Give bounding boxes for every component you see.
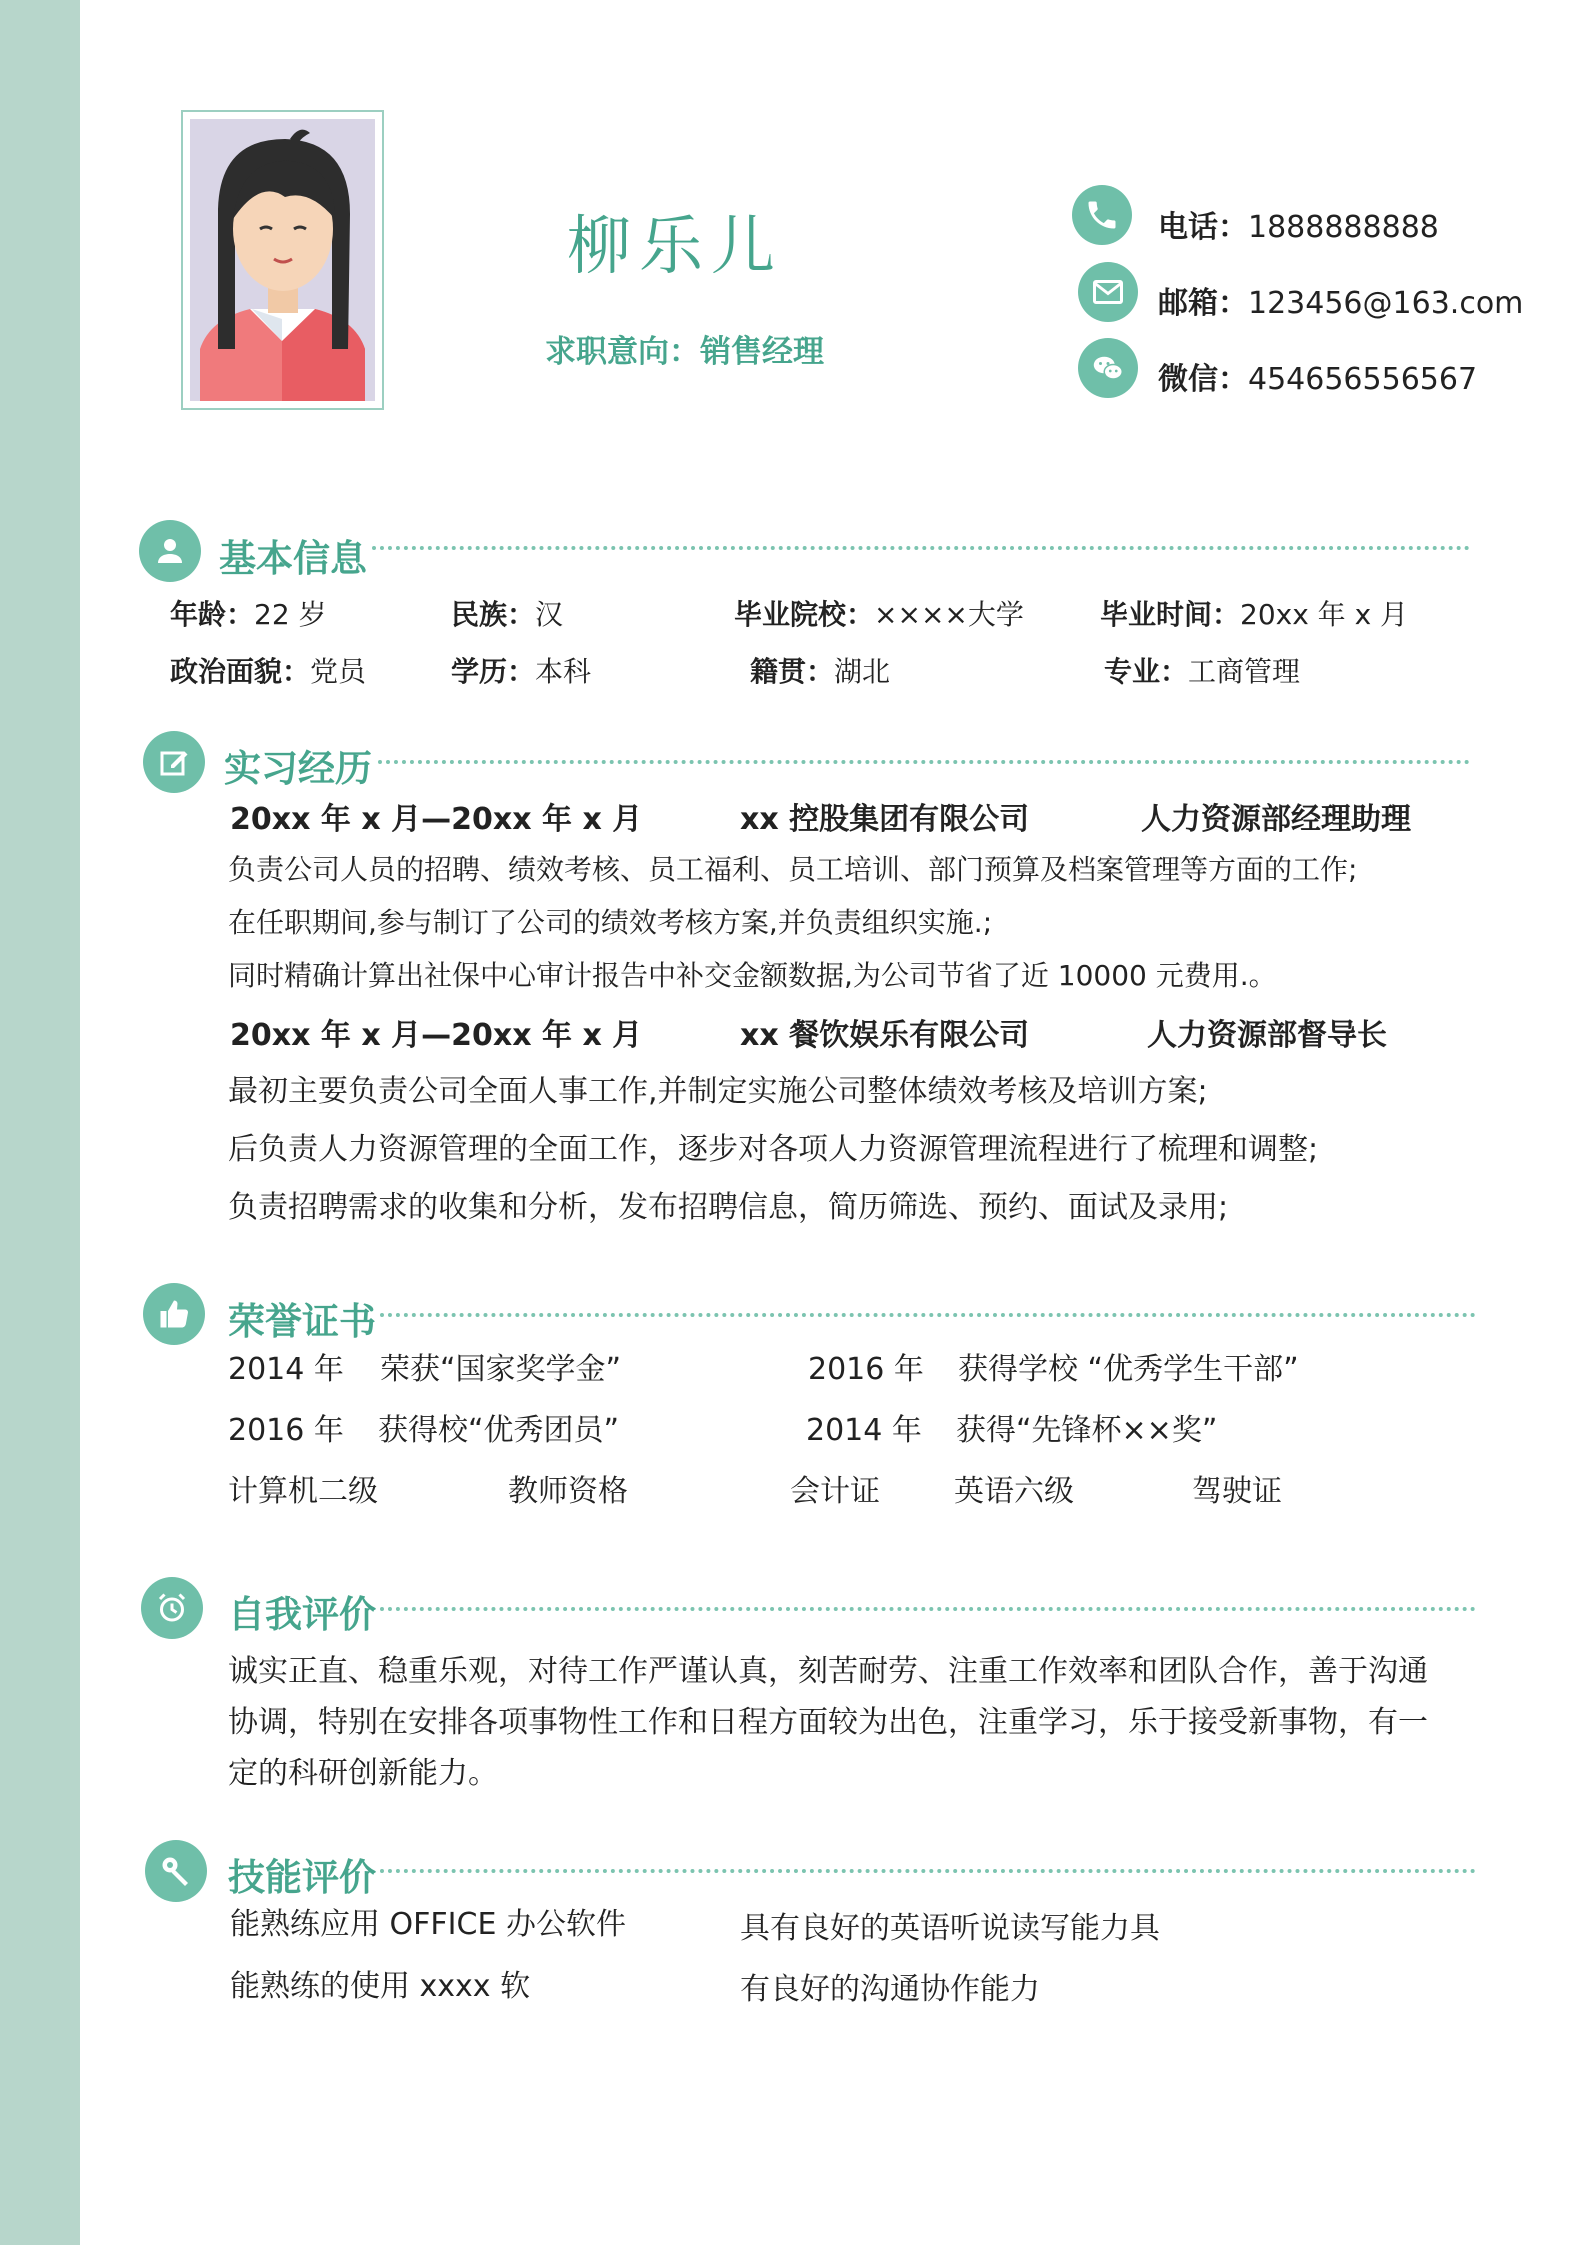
- alarm-clock-icon: [141, 1577, 203, 1639]
- basic-field-ethnicity: 民族：汉: [451, 598, 564, 631]
- section-divider: [378, 760, 1470, 764]
- user-icon: [139, 520, 201, 582]
- job-intent: 求职意向：销售经理: [545, 334, 824, 370]
- contact-email: [1158, 278, 1523, 322]
- certificate-item: 驾驶证: [1192, 1474, 1282, 1509]
- self-eval-line: 协调，特别在安排各项事物性工作和日程方面较为出色，注重学习，乐于接受新事物，有一: [228, 1705, 1428, 1740]
- job-company: xx 餐饮娱乐有限公司: [740, 1018, 1030, 1053]
- job-position: 人力资源部经理助理: [1141, 802, 1411, 837]
- job-duty-line: 后负责人力资源管理的全面工作，逐步对各项人力资源管理流程进行了梳理和调整;: [228, 1132, 1319, 1167]
- job-duty-line: 在任职期间,参与制订了公司的绩效考核方案,并负责组织实施.;: [228, 906, 993, 939]
- award-text: 获得学校 “优秀学生干部”: [958, 1352, 1299, 1387]
- thumbs-up-icon: [143, 1283, 205, 1345]
- award-text: 获得“先锋杯××奖”: [956, 1413, 1218, 1448]
- wechat-label: 微信：: [1158, 362, 1248, 397]
- section-divider: [372, 546, 1470, 550]
- basic-field-major: 专业：工商管理: [1104, 655, 1301, 688]
- avatar-illustration: [190, 119, 375, 401]
- wechat-value: 454656556567: [1248, 362, 1478, 397]
- award-text: 获得校“优秀团员”: [378, 1413, 620, 1448]
- section-title-internship: 实习经历: [224, 747, 372, 790]
- award-year: 2014 年: [806, 1413, 922, 1448]
- section-title-basic-info: 基本信息: [219, 537, 367, 580]
- basic-field-hometown: 籍贯：湖北: [750, 655, 891, 688]
- skill-item: 有良好的沟通协作能力: [740, 1972, 1040, 2007]
- section-divider: [380, 1869, 1476, 1873]
- job-duty-line: 负责招聘需求的收集和分析，发布招聘信息，简历筛选、预约、面试及录用;: [228, 1190, 1229, 1225]
- contact-wechat: [1158, 354, 1477, 398]
- job-duty-line: 负责公司人员的招聘、绩效考核、员工福利、员工培训、部门预算及档案管理等方面的工作;: [228, 853, 1358, 886]
- basic-field-school: 毕业院校：××××大学: [734, 598, 1024, 631]
- basic-field-graduation: 毕业时间：20xx 年 x 月: [1100, 598, 1409, 631]
- contact-phone: [1158, 202, 1439, 246]
- candidate-name: 柳乐儿: [567, 210, 783, 284]
- section-title-skills: 技能评价: [228, 1856, 376, 1899]
- skill-item: 能熟练的使用 xxxx 软: [230, 1969, 531, 2004]
- job-period: 20xx 年 x 月—20xx 年 x 月: [230, 1018, 643, 1053]
- certificate-item: 教师资格: [508, 1474, 628, 1509]
- certificate-item: 英语六级: [954, 1474, 1074, 1509]
- award-year: 2016 年: [228, 1413, 344, 1448]
- self-eval-line: 定的科研创新能力。: [228, 1756, 498, 1791]
- award-text: 荣获“国家奖学金”: [380, 1352, 622, 1387]
- job-duty-line: 同时精确计算出社保中心审计报告中补交金额数据,为公司节省了近 10000 元费用.。: [228, 959, 1277, 992]
- left-sidebar-stripe: [0, 0, 80, 2245]
- section-divider: [380, 1313, 1476, 1317]
- email-value: 123456@163.com: [1248, 286, 1524, 321]
- self-eval-line: 诚实正直、稳重乐观，对待工作严谨认真，刻苦耐劳、注重工作效率和团队合作，善于沟通: [228, 1654, 1428, 1689]
- award-year: 2016 年: [808, 1352, 924, 1387]
- wechat-icon: [1078, 338, 1138, 398]
- mail-icon: [1078, 262, 1138, 322]
- job-position: 人力资源部督导长: [1147, 1018, 1387, 1053]
- section-title-self-evaluation: 自我评价: [228, 1593, 376, 1636]
- award-year: 2014 年: [228, 1352, 344, 1387]
- job-period: 20xx 年 x 月—20xx 年 x 月: [230, 802, 643, 837]
- certificate-item: 会计证: [790, 1474, 880, 1509]
- section-title-honors: 荣誉证书: [228, 1300, 376, 1343]
- skill-item: 能熟练应用 OFFICE 办公软件: [230, 1907, 626, 1942]
- wrench-icon: [145, 1840, 207, 1902]
- job-duty-line: 最初主要负责公司全面人事工作,并制定实施公司整体绩效考核及培训方案;: [228, 1074, 1208, 1109]
- section-divider: [380, 1607, 1476, 1611]
- skill-item: 具有良好的英语听说读写能力具: [740, 1911, 1160, 1946]
- phone-value: 1888888888: [1248, 210, 1439, 245]
- profile-photo: [181, 110, 384, 410]
- basic-field-age: 年龄：22 岁: [170, 598, 327, 631]
- email-label: 邮箱：: [1158, 286, 1248, 321]
- certificate-item: 计算机二级: [228, 1474, 378, 1509]
- phone-label: 电话：: [1158, 210, 1248, 245]
- job-company: xx 控股集团有限公司: [740, 802, 1030, 837]
- basic-field-politics: 政治面貌：党员: [170, 655, 367, 688]
- phone-icon: [1072, 185, 1132, 245]
- avatar: [190, 119, 375, 401]
- edit-icon: [143, 731, 205, 793]
- basic-field-education: 学历：本科: [451, 655, 592, 688]
